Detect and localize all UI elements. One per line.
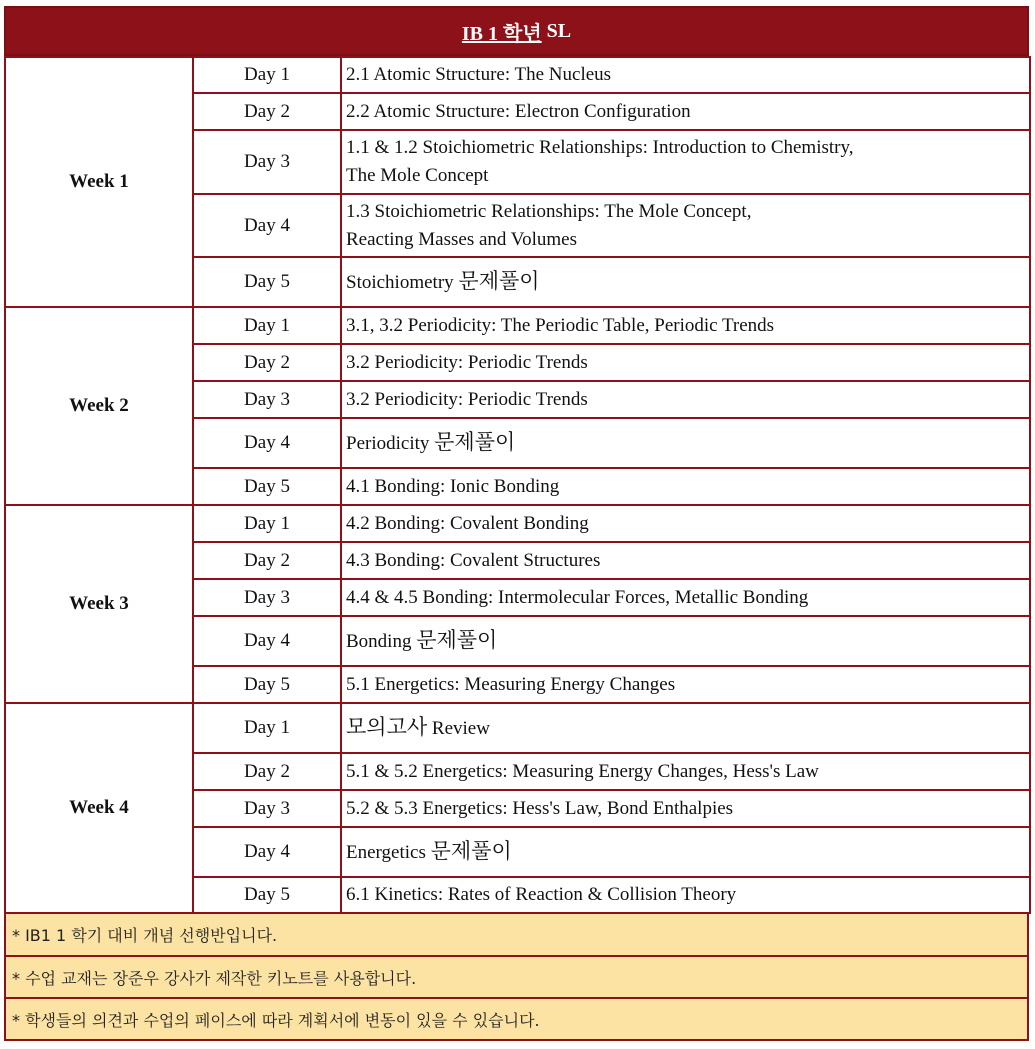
topic-line-1: 1.1 & 1.2 Stoichiometric Relationships: Introduction to Chemistry,	[346, 137, 854, 158]
topic-line-1: 1.3 Stoichiometric Relationships: The Mole Concept,	[346, 200, 752, 222]
topic-cell	[341, 703, 1030, 753]
topic-text: Stoichiometry	[346, 272, 459, 293]
note-line: * 수업 교재는 장준우 강사가 제작한 키노트를 사용합니다.	[4, 957, 1029, 999]
title-level: SL	[541, 19, 572, 42]
day-label: Day 4	[193, 827, 341, 877]
day-label: Day 3	[193, 790, 341, 827]
topic-cell: 2.2 Atomic Structure: Electron Configuration	[341, 93, 1030, 130]
week-label: Week 4	[5, 703, 193, 913]
day-label: Day 5	[193, 666, 341, 703]
topic-text: Energetics	[346, 842, 431, 863]
table-row	[5, 505, 1030, 542]
topic-cell	[341, 130, 1030, 194]
topic-cell: 4.1 Bonding: Ionic Bonding	[341, 468, 1030, 505]
table-row	[5, 703, 1030, 753]
notes-section	[4, 914, 1029, 1041]
day-label: Day 3	[193, 130, 341, 194]
day-label: Day 1	[193, 703, 341, 753]
day-label: Day 1	[193, 307, 341, 344]
topic-cell: 4.3 Bonding: Covalent Structures	[341, 542, 1030, 579]
topic-cell: 5.1 Energetics: Measuring Energy Changes	[341, 666, 1030, 703]
day-label: Day 2	[193, 344, 341, 381]
topic-cell	[341, 194, 1030, 257]
day-label: Day 5	[193, 468, 341, 505]
table-row	[5, 307, 1030, 344]
week-label: Week 1	[5, 57, 193, 307]
topic-cell	[341, 418, 1030, 468]
topic-text: Bonding	[346, 631, 417, 652]
topic-cell: 5.2 & 5.3 Energetics: Hess's Law, Bond Enthalpies	[341, 790, 1030, 827]
schedule-table	[4, 56, 1031, 914]
topic-korean: 문제풀이	[430, 839, 512, 863]
day-label: Day 4	[193, 418, 341, 468]
topic-cell: 5.1 & 5.2 Energetics: Measuring Energy Changes, Hess's Law	[341, 753, 1030, 790]
topic-cell: 3.1, 3.2 Periodicity: The Periodic Table, Periodic Trends	[341, 307, 1030, 344]
day-label: Day 2	[193, 93, 341, 130]
topic-cell: 3.2 Periodicity: Periodic Trends	[341, 381, 1030, 418]
note-line: * IB1 1 학기 대비 개념 선행반입니다.	[4, 914, 1029, 957]
topic-korean: 모의고사	[346, 715, 428, 739]
day-label: Day 2	[193, 542, 341, 579]
topic-text: Review	[427, 718, 490, 739]
day-label: Day 1	[193, 57, 341, 93]
note-line: * 학생들의 의견과 수업의 페이스에 따라 계획서에 변동이 있을 수 있습니다.	[4, 999, 1029, 1041]
day-label: Day 5	[193, 877, 341, 913]
topic-cell	[341, 827, 1030, 877]
schedule-title	[4, 6, 1029, 56]
topic-text: Periodicity	[346, 433, 435, 454]
title-grade: IB 1 학년	[461, 22, 542, 45]
day-label: Day 3	[193, 381, 341, 418]
table-row	[5, 57, 1030, 93]
topic-cell: 3.2 Periodicity: Periodic Trends	[341, 344, 1030, 381]
schedule-document	[4, 6, 1029, 1041]
day-label: Day 4	[193, 194, 341, 257]
topic-line-2: The Mole Concept	[346, 165, 489, 186]
topic-cell: 2.1 Atomic Structure: The Nucleus	[341, 57, 1030, 93]
day-label: Day 2	[193, 753, 341, 790]
topic-korean: 문제풀이	[434, 430, 516, 454]
topic-korean: 문제풀이	[458, 269, 540, 293]
week-label: Week 2	[5, 307, 193, 505]
week-label: Week 3	[5, 505, 193, 703]
day-label: Day 5	[193, 257, 341, 307]
day-label: Day 3	[193, 579, 341, 616]
day-label: Day 4	[193, 616, 341, 666]
topic-cell: 6.1 Kinetics: Rates of Reaction & Collision Theory	[341, 877, 1030, 913]
topic-cell	[341, 616, 1030, 666]
topic-cell: 4.4 & 4.5 Bonding: Intermolecular Forces, Metallic Bonding	[341, 579, 1030, 616]
topic-cell	[341, 257, 1030, 307]
day-label: Day 1	[193, 505, 341, 542]
topic-cell: 4.2 Bonding: Covalent Bonding	[341, 505, 1030, 542]
topic-korean: 문제풀이	[416, 628, 498, 652]
topic-line-2: Reacting Masses and Volumes	[346, 228, 577, 250]
